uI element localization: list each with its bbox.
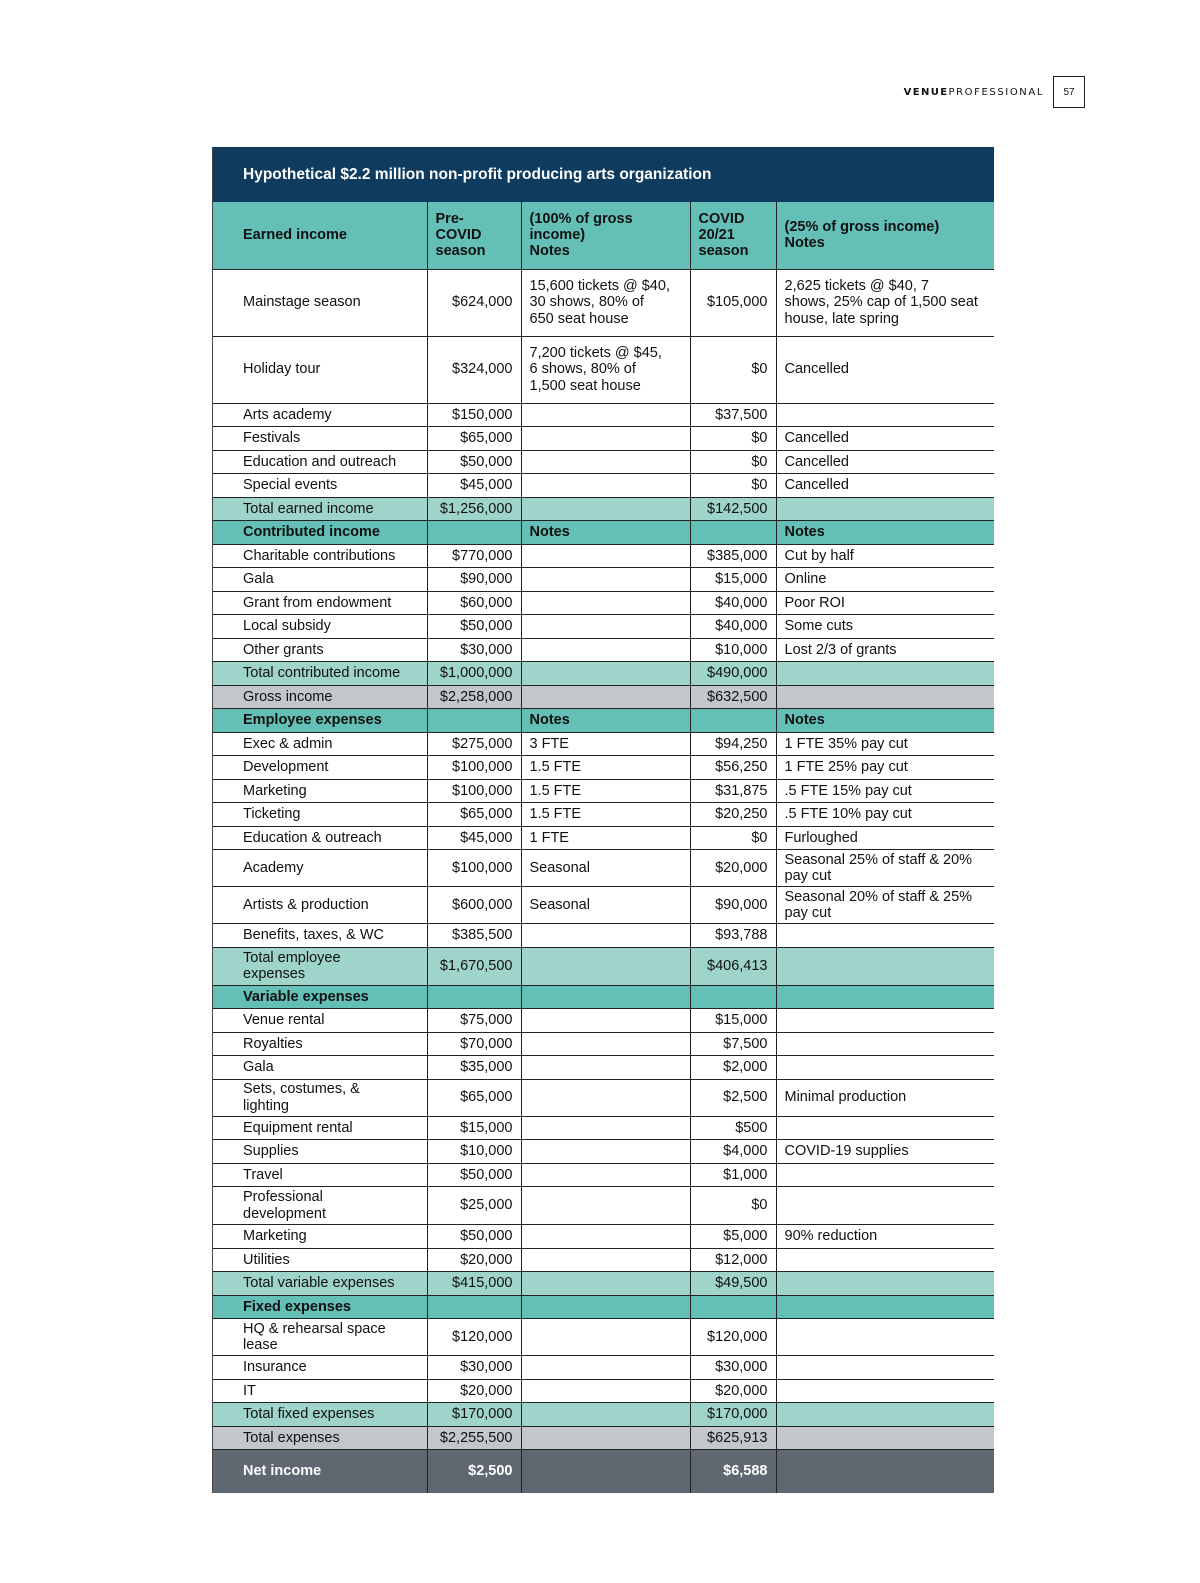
table-cell: Special events [213,474,427,498]
table-cell: Seasonal 20% of staff & 25% pay cut [776,887,994,924]
table-cell: $150,000 [427,403,521,427]
table-cell: $40,000 [690,591,776,615]
table-cell: $105,000 [690,269,776,336]
table-cell: $2,000 [690,1056,776,1080]
table-cell: $500 [690,1116,776,1140]
table-cell [521,1319,690,1356]
table-cell: Variable expenses [213,985,427,1009]
table-cell [521,615,690,639]
table-cell [776,1116,994,1140]
table-cell: Academy [213,850,427,887]
table-cell [521,1140,690,1164]
table-cell: 15,600 tickets @ $40, 30 shows, 80% of 650 seat house [521,269,690,336]
table-row [213,1187,994,1225]
table-row [213,779,994,803]
table-cell [521,1187,690,1225]
table-row [213,1163,994,1187]
table-cell: .5 FTE 15% pay cut [776,779,994,803]
table-cell: Marketing [213,1225,427,1249]
table-cell: Total contributed income [213,662,427,686]
table-cell: Travel [213,1163,427,1187]
table-row [213,544,994,568]
table-cell [521,1116,690,1140]
table-cell: $65,000 [427,1079,521,1116]
table-cell: Seasonal 25% of staff & 20% pay cut [776,850,994,887]
table-cell: $6,588 [690,1450,776,1493]
table-cell [690,521,776,545]
total-row [213,497,994,521]
net-income-row [213,1450,994,1493]
table-cell: $324,000 [427,336,521,403]
table-cell [521,1356,690,1380]
table-cell: $50,000 [427,615,521,639]
table-cell [521,450,690,474]
table-cell [521,947,690,985]
table-cell: Lost 2/3 of grants [776,638,994,662]
table-cell: $406,413 [690,947,776,985]
table-cell [521,568,690,592]
table-cell [521,544,690,568]
table-cell: $624,000 [427,269,521,336]
table-cell: $94,250 [690,732,776,756]
table-cell [521,638,690,662]
section-header-row [213,521,994,545]
table-cell: $415,000 [427,1272,521,1296]
table-row [213,1356,994,1380]
table-cell [521,1295,690,1319]
table-cell: Gross income [213,685,427,709]
table-cell: 1.5 FTE [521,803,690,827]
table-cell: Employee expenses [213,709,427,733]
table-cell: $142,500 [690,497,776,521]
table-row [213,1225,994,1249]
table-cell: $20,000 [427,1248,521,1272]
table-cell: $10,000 [690,638,776,662]
table-cell: $385,000 [690,544,776,568]
table-cell: $30,000 [427,638,521,662]
page-number: 57 [1053,76,1085,108]
table-cell [776,1379,994,1403]
table-cell: Notes [776,709,994,733]
table-cell: Arts academy [213,403,427,427]
table-cell: 1.5 FTE [521,779,690,803]
section-header-row [213,985,994,1009]
table-cell: $50,000 [427,450,521,474]
table-cell: $20,250 [690,803,776,827]
table-cell: $45,000 [427,826,521,850]
table-cell [521,1009,690,1033]
table-cell: 1 FTE [521,826,690,850]
header-cell: (100% of gross income) Notes [521,202,690,269]
table-cell: $30,000 [690,1356,776,1380]
table-cell [427,521,521,545]
table-row [213,1379,994,1403]
table-cell [776,1248,994,1272]
table-cell [521,1032,690,1056]
table-cell: $4,000 [690,1140,776,1164]
table-cell: $65,000 [427,427,521,451]
table-cell: $0 [690,450,776,474]
table-cell: Contributed income [213,521,427,545]
table-cell: $275,000 [427,732,521,756]
table-cell [521,1450,690,1493]
table-row [213,1116,994,1140]
table-cell [521,985,690,1009]
table-cell: COVID-19 supplies [776,1140,994,1164]
table-cell: $49,500 [690,1272,776,1296]
table-cell: $60,000 [427,591,521,615]
table-cell [521,1426,690,1450]
table-cell: Seasonal [521,850,690,887]
table-cell: $37,500 [690,403,776,427]
table-cell: $90,000 [690,887,776,924]
table-cell: $0 [690,1187,776,1225]
table-cell: Sets, costumes, & lighting [213,1079,427,1116]
table-cell [521,685,690,709]
table-row [213,1140,994,1164]
table-cell: Supplies [213,1140,427,1164]
table-cell: IT [213,1379,427,1403]
table-cell [521,1248,690,1272]
table-cell: $20,000 [690,850,776,887]
table-cell: $170,000 [427,1403,521,1427]
table-cell: $12,000 [690,1248,776,1272]
table-row [213,1248,994,1272]
table-cell: Education and outreach [213,450,427,474]
table-cell: Insurance [213,1356,427,1380]
table-cell [521,497,690,521]
table-row [213,732,994,756]
table-cell: $31,875 [690,779,776,803]
table-cell: $50,000 [427,1163,521,1187]
section-header-row [213,709,994,733]
table-row [213,826,994,850]
table-cell [776,1450,994,1493]
table-cell [776,1426,994,1450]
table-cell: Equipment rental [213,1116,427,1140]
table-cell: Benefits, taxes, & WC [213,924,427,948]
table-row [213,1079,994,1116]
table-cell: Total fixed expenses [213,1403,427,1427]
table-cell: $2,500 [427,1450,521,1493]
table-body [213,269,994,1493]
table-cell: $65,000 [427,803,521,827]
total-row [213,1426,994,1450]
table-cell: $0 [690,826,776,850]
table-cell [776,1356,994,1380]
table-row [213,474,994,498]
table-cell: $35,000 [427,1056,521,1080]
table-cell [776,497,994,521]
table-cell: $120,000 [690,1319,776,1356]
table-cell [776,1319,994,1356]
table-row [213,1009,994,1033]
table-cell [521,427,690,451]
table-cell: Development [213,756,427,780]
table-cell: Cancelled [776,474,994,498]
table-cell [521,1379,690,1403]
table-cell [521,924,690,948]
masthead [904,76,1085,108]
table-cell [776,1187,994,1225]
table-cell: $56,250 [690,756,776,780]
table-cell: $170,000 [690,1403,776,1427]
table-cell: Total variable expenses [213,1272,427,1296]
table-title: Hypothetical $2.2 million non-profit producing arts organization [213,147,994,202]
table-cell: Ticketing [213,803,427,827]
table-row [213,1319,994,1356]
table-cell [427,985,521,1009]
total-row [213,947,994,985]
table-cell: Education & outreach [213,826,427,850]
table-cell [776,1056,994,1080]
table-cell: $120,000 [427,1319,521,1356]
budget-table-container [212,147,994,1493]
table-row [213,756,994,780]
table-cell [427,709,521,733]
table-cell: $15,000 [690,1009,776,1033]
table-cell: Cancelled [776,336,994,403]
table-cell: $625,913 [690,1426,776,1450]
table-cell: 3 FTE [521,732,690,756]
table-cell [521,1272,690,1296]
table-row [213,269,994,336]
table-cell [427,1295,521,1319]
table-cell [690,1295,776,1319]
table-cell: 1.5 FTE [521,756,690,780]
table-cell: Royalties [213,1032,427,1056]
table-cell [521,662,690,686]
table-cell: Charitable contributions [213,544,427,568]
table-cell: $100,000 [427,850,521,887]
header-cell: Pre- COVID season [427,202,521,269]
table-cell: $770,000 [427,544,521,568]
table-row [213,403,994,427]
table-cell: $70,000 [427,1032,521,1056]
table-cell: Some cuts [776,615,994,639]
table-cell [690,709,776,733]
table-cell: Holiday tour [213,336,427,403]
table-cell [776,985,994,1009]
table-cell: $40,000 [690,615,776,639]
table-cell: $2,255,500 [427,1426,521,1450]
table-cell: Minimal production [776,1079,994,1116]
table-row [213,615,994,639]
section-header-row [213,1295,994,1319]
header-cell: (25% of gross income) Notes [776,202,994,269]
table-cell: $600,000 [427,887,521,924]
table-cell [776,947,994,985]
table-cell: $1,000,000 [427,662,521,686]
table-cell: $2,258,000 [427,685,521,709]
table-cell: Cancelled [776,450,994,474]
table-cell: 1 FTE 35% pay cut [776,732,994,756]
table-cell: Cut by half [776,544,994,568]
total-row [213,685,994,709]
table-cell [521,403,690,427]
table-row [213,803,994,827]
table-header-row [213,202,994,269]
table-cell [521,1079,690,1116]
total-row [213,1272,994,1296]
table-cell: Fixed expenses [213,1295,427,1319]
table-cell: Notes [521,521,690,545]
table-cell [521,591,690,615]
table-cell [521,1403,690,1427]
table-cell: $25,000 [427,1187,521,1225]
table-cell: Total employee expenses [213,947,427,985]
table-cell: $1,256,000 [427,497,521,521]
table-cell [521,1056,690,1080]
table-cell: Online [776,568,994,592]
table-row [213,568,994,592]
table-cell: Other grants [213,638,427,662]
budget-table [213,202,994,1493]
table-row [213,887,994,924]
table-cell: HQ & rehearsal space lease [213,1319,427,1356]
table-cell: $0 [690,474,776,498]
table-cell: $490,000 [690,662,776,686]
table-cell: Marketing [213,779,427,803]
table-cell: $100,000 [427,756,521,780]
table-cell: 7,200 tickets @ $45, 6 shows, 80% of 1,500 seat house [521,336,690,403]
table-cell: $100,000 [427,779,521,803]
header-cell: Earned income [213,202,427,269]
table-cell [776,1163,994,1187]
table-cell: $45,000 [427,474,521,498]
table-cell: Gala [213,1056,427,1080]
table-cell: $93,788 [690,924,776,948]
table-cell: $10,000 [427,1140,521,1164]
table-cell [776,1295,994,1319]
table-cell: $15,000 [690,568,776,592]
table-cell: Total earned income [213,497,427,521]
table-cell: Total expenses [213,1426,427,1450]
table-row [213,1032,994,1056]
table-cell [776,1403,994,1427]
table-cell: $20,000 [427,1379,521,1403]
table-row [213,591,994,615]
table-cell [521,1163,690,1187]
table-cell: $15,000 [427,1116,521,1140]
table-cell: Net income [213,1450,427,1493]
table-cell: Exec & admin [213,732,427,756]
table-cell: Gala [213,568,427,592]
table-cell [776,1032,994,1056]
table-row [213,427,994,451]
table-cell: Professional development [213,1187,427,1225]
table-row [213,850,994,887]
brand-logo: VENUEPROFESSIONAL [903,86,1044,98]
table-cell: $0 [690,427,776,451]
header-cell: COVID 20/21 season [690,202,776,269]
table-cell: $2,500 [690,1079,776,1116]
table-cell: 1 FTE 25% pay cut [776,756,994,780]
table-cell: Cancelled [776,427,994,451]
table-cell [776,685,994,709]
table-cell: 2,625 tickets @ $40, 7 shows, 25% cap of 1,500 seat house, late spring [776,269,994,336]
table-cell [776,662,994,686]
table-cell: Seasonal [521,887,690,924]
table-cell: Local subsidy [213,615,427,639]
table-cell: Notes [521,709,690,733]
table-cell: Utilities [213,1248,427,1272]
table-cell: Poor ROI [776,591,994,615]
table-cell [776,403,994,427]
table-cell: $5,000 [690,1225,776,1249]
table-cell: $385,500 [427,924,521,948]
table-cell: $1,670,500 [427,947,521,985]
table-cell: $75,000 [427,1009,521,1033]
table-cell: $632,500 [690,685,776,709]
table-cell: .5 FTE 10% pay cut [776,803,994,827]
table-cell [521,474,690,498]
table-row [213,450,994,474]
table-row [213,924,994,948]
table-cell [690,985,776,1009]
table-cell [776,1009,994,1033]
table-cell: $7,500 [690,1032,776,1056]
table-cell: Furloughed [776,826,994,850]
table-row [213,1056,994,1080]
table-cell: Notes [776,521,994,545]
table-cell: $90,000 [427,568,521,592]
table-cell: Venue rental [213,1009,427,1033]
table-cell: Mainstage season [213,269,427,336]
table-cell: $20,000 [690,1379,776,1403]
table-cell [776,924,994,948]
total-row [213,662,994,686]
table-cell [776,1272,994,1296]
table-cell: $0 [690,336,776,403]
table-cell: $1,000 [690,1163,776,1187]
table-cell [521,1225,690,1249]
table-cell: Festivals [213,427,427,451]
total-row [213,1403,994,1427]
table-cell: Grant from endowment [213,591,427,615]
table-cell: $30,000 [427,1356,521,1380]
table-row [213,638,994,662]
table-row [213,336,994,403]
table-cell: 90% reduction [776,1225,994,1249]
table-cell: $50,000 [427,1225,521,1249]
table-cell: Artists & production [213,887,427,924]
